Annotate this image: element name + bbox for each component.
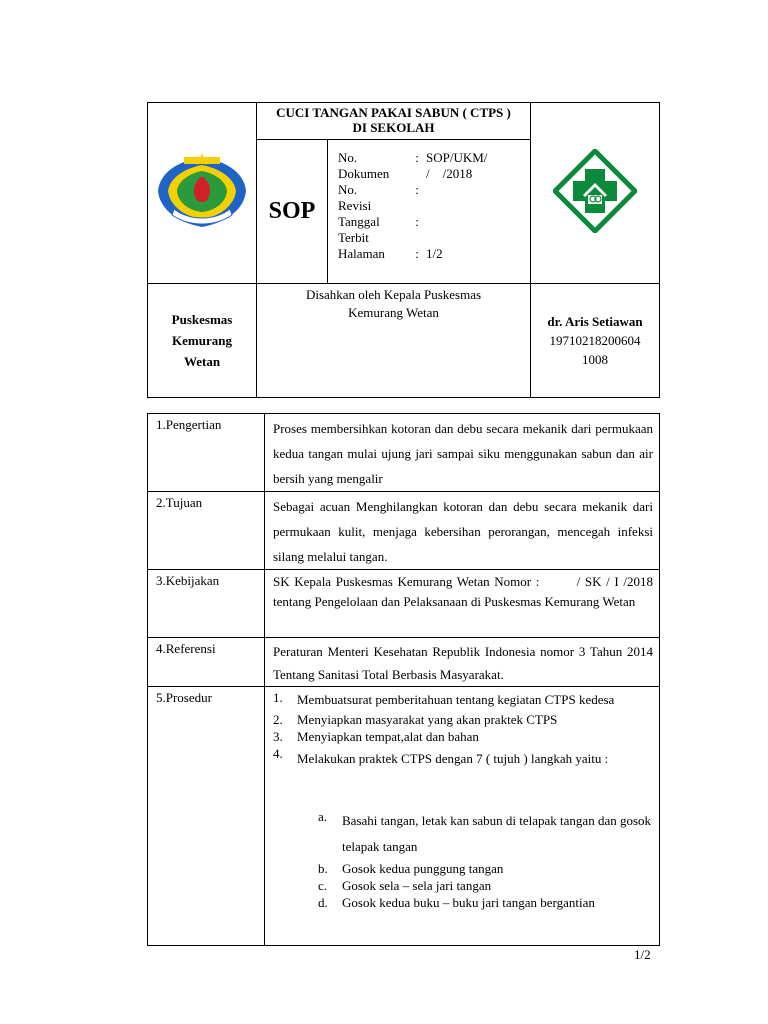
section-kebijakan bbox=[148, 570, 660, 638]
procedure-steps bbox=[273, 689, 653, 772]
section-label: 5.Prosedur bbox=[148, 687, 265, 946]
sop-content-table bbox=[147, 413, 660, 946]
section-text: SK Kepala Puskesmas Kemurang Wetan Nomor : / SK / I /2018 tentang Pengelolaan dan Pelaksanaan di Puskesmas Kemurang Wetan bbox=[265, 570, 660, 638]
title-line-2: DI SEKOLAH bbox=[352, 120, 435, 135]
puskesmas-cross-icon bbox=[553, 149, 637, 233]
section-label: 1.Pengertian bbox=[148, 414, 265, 492]
section-text: Proses membersihkan kotoran dan debu secara mekanik dari permukaan kedua tangan mulai ujung jari sampai siku menggunakan sabun dan air bersih yang mengalir bbox=[265, 414, 660, 492]
signatory bbox=[531, 284, 660, 398]
title-line-1: CUCI TANGAN PAKAI SABUN ( CTPS ) bbox=[276, 105, 511, 120]
meta-row: No. : SOP/UKM/ bbox=[338, 150, 488, 165]
meta-row: Halaman : 1/2 bbox=[338, 246, 443, 261]
meta-row: Tanggal : bbox=[338, 214, 419, 229]
meta-row: Terbit bbox=[338, 230, 369, 245]
document-meta bbox=[328, 140, 531, 284]
list-item: a. Basahi tangan, letak kan sabun di telapak tangan dan gosok telapak tangan bbox=[318, 809, 652, 854]
meta-row: Revisi bbox=[338, 198, 372, 213]
section-text: Peraturan Menteri Kesehatan Republik Indonesia nomor 3 Tahun 2014 Tentang Sanitasi Total Berbasis Masyarakat. bbox=[265, 638, 660, 687]
signer-nip: 19710218200604 bbox=[549, 333, 641, 348]
section-text: Sebagai acuan Menghilangkan kotoran dan debu secara mekanik dari permukaan kulit, menjaga kebersihan perorangan, mencegah infeksi silang melalui tangan. bbox=[265, 492, 660, 570]
organization-name: Puskesmas Kemurang Wetan bbox=[148, 284, 257, 398]
signer-nip-cont: 1008 bbox=[582, 352, 608, 367]
section-label: 3.Kebijakan bbox=[148, 570, 265, 638]
meta-row: Dokumen / /2018 bbox=[338, 166, 473, 181]
right-logo-cell bbox=[531, 103, 660, 284]
sop-label: SOP bbox=[257, 140, 328, 284]
section-label: 2.Tujuan bbox=[148, 492, 265, 570]
sop-header-table bbox=[147, 102, 660, 398]
left-logo-cell bbox=[148, 103, 257, 284]
section-referensi bbox=[148, 638, 660, 687]
list-item: d. Gosok kedua buku – buku jari tangan bergantian bbox=[318, 895, 595, 910]
procedure-content bbox=[265, 687, 660, 946]
page-number: 1/2 bbox=[634, 947, 651, 962]
section-pengertian bbox=[148, 414, 660, 492]
list-item: 2. Menyiapkan masyarakat yang akan praktek CTPS bbox=[273, 712, 558, 727]
list-item: 3. Menyiapkan tempat,alat dan bahan bbox=[273, 729, 479, 744]
regency-emblem-icon bbox=[154, 151, 250, 231]
procedure-substeps bbox=[273, 808, 653, 911]
meta-row: No. : bbox=[338, 182, 419, 197]
list-item: b. Gosok kedua punggung tangan bbox=[318, 861, 504, 876]
list-item: 4. Melakukan praktek CTPS dengan 7 ( tujuh ) langkah yaitu : bbox=[273, 746, 609, 766]
section-prosedur bbox=[148, 687, 660, 946]
signer-name: dr. Aris Setiawan bbox=[547, 314, 643, 329]
section-label: 4.Referensi bbox=[148, 638, 265, 687]
approval-statement: Disahkan oleh Kepala Puskesmas Kemurang Wetan bbox=[257, 284, 531, 398]
document-title bbox=[257, 103, 531, 140]
list-item: 1. Membuatsurat pemberitahuan tentang kegiatan CTPS kedesa bbox=[273, 690, 615, 707]
section-tujuan bbox=[148, 492, 660, 570]
list-item: c. Gosok sela – sela jari tangan bbox=[318, 878, 492, 893]
